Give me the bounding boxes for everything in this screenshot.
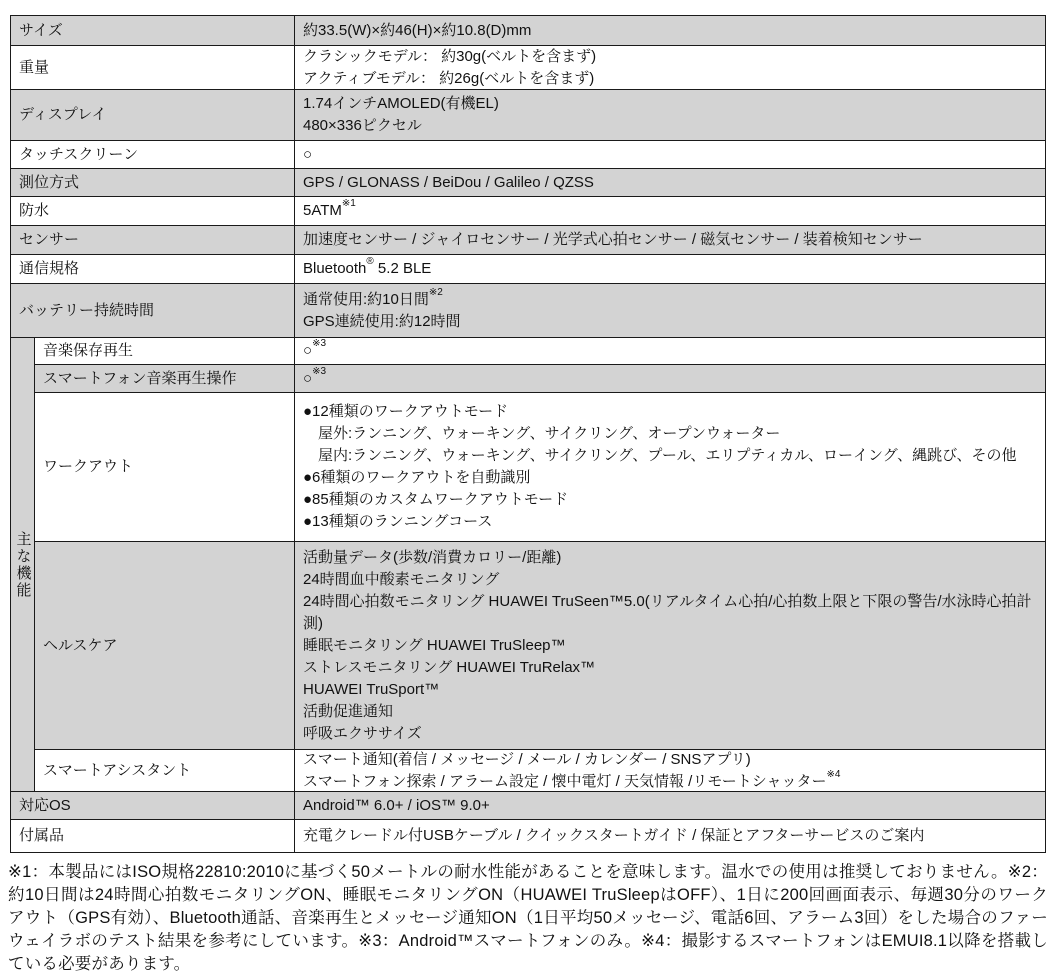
spec-row-display [11, 90, 1045, 141]
value-text: 通常使用:約10日間 [303, 290, 429, 308]
spec-row-healthcare [35, 542, 1045, 750]
value-line: ●6種類のワークアウトを自動識別 [303, 469, 531, 486]
main-features-group [11, 338, 1045, 792]
spec-row-waterproof [11, 197, 1045, 226]
value-line: ●85種類のカスタムワークアウトモード [303, 491, 569, 508]
row-label-accessories: 付属品 [11, 820, 295, 852]
row-label-smart-assistant: スマートアシスタント [35, 750, 295, 791]
row-value-battery [295, 284, 1045, 337]
spec-row-positioning [11, 169, 1045, 197]
value-text: ○ [303, 342, 313, 359]
row-label-healthcare: ヘルスケア [35, 542, 295, 749]
value-line: ○ [303, 145, 313, 163]
spec-row-music-storage [35, 338, 1045, 365]
spec-row-smart-assistant [35, 750, 1045, 791]
row-label-weight: 重量 [11, 46, 295, 89]
value-line: GPS連続使用:約12時間 [303, 312, 461, 330]
value-line [303, 365, 1039, 390]
value-line: 24時間血中酸素モニタリング [303, 570, 500, 588]
value-line: 約33.5(W)×約46(H)×約10.8(D)mm [303, 21, 532, 39]
group-label-main-features [11, 338, 35, 791]
row-value-healthcare [295, 542, 1045, 749]
value-line: 480×336ピクセル [303, 117, 422, 134]
row-value-waterproof [295, 197, 1045, 225]
row-value-size [295, 16, 1045, 45]
row-value-phone-music-control [295, 365, 1045, 392]
value-line: クラシックモデル： 約30g(ベルトを含まず) [303, 47, 597, 65]
value-line: アクティブモデル： 約26g(ベルトを含まず) [303, 69, 595, 87]
value-line: 充電クレードル付USBケーブル / クイックスタートガイド / 保証とアフターサービスのご案内 [303, 827, 925, 844]
value-line: 屋内:ランニング、ウォーキング、サイクリング、プール、エリプティカル、ローイング、縄跳び、その他 [318, 447, 1017, 464]
value-line [303, 340, 1039, 362]
value-line: HUAWEI TruSport™ [303, 680, 440, 698]
spec-row-connectivity [11, 255, 1045, 284]
row-value-music-storage [295, 338, 1045, 364]
row-label-music-storage: 音楽保存再生 [35, 338, 295, 364]
value-line: 24時間心拍数モニタリング HUAWEI TruSeen™5.0(リアルタイム心拍/心拍数上限と下限の警告/水泳時心拍計測) [303, 592, 1032, 632]
row-value-display [295, 90, 1045, 140]
spec-row-battery [11, 284, 1045, 338]
value-line: 睡眠モニタリング HUAWEI TruSleep™ [303, 636, 566, 654]
spec-row-weight [11, 46, 1045, 90]
spec-row-touchscreen [11, 141, 1045, 169]
footnote-ref: ※2 [428, 286, 443, 298]
row-value-positioning [295, 169, 1045, 196]
footnote-ref: ※1 [341, 198, 356, 209]
main-features-rows [35, 338, 1045, 791]
footnotes: ※1：本製品にはISO規格22810:2010に基づく50メートルの耐水性能があることを意味します。温水での使用は推奨しておりません。※2：約10日間は24時間心拍数モニタリングON、睡眠モニタリングON（HUAWEI TruSleepはOFF）、1日に200回画面表示、毎週30分のワークアウト（GPS有効）、Bluetooth通話、音楽再生とメッセージ通知ON（1日平均50メッセージ、電話6回、アラーム3回）をした場合のファーウェイラボのテスト結果を参考にしています。※3：Android™スマートフォンのみ。※4：撮影するスマートフォンはEMUI8.1以降を搭載している必要があります。 [8, 863, 1048, 973]
row-value-sensors [295, 226, 1045, 254]
value-line: GPS / GLONASS / BeiDou / Galileo / QZSS [303, 173, 594, 191]
value-line: ストレスモニタリング HUAWEI TruRelax™ [303, 658, 596, 676]
row-label-waterproof: 防水 [11, 197, 295, 225]
value-line: 呼吸エクササイズ [303, 724, 422, 742]
spec-row-sensors [11, 226, 1045, 255]
row-value-accessories [295, 820, 1045, 852]
value-line [303, 768, 1039, 793]
footnote-ref: ※4 [826, 768, 841, 780]
row-label-supported-os: 対応OS [11, 792, 295, 819]
spec-row-accessories [11, 820, 1045, 852]
row-label-size: サイズ [11, 16, 295, 45]
row-label-display: ディスプレイ [11, 90, 295, 140]
value-line: 活動促進通知 [303, 702, 394, 720]
value-text: 5ATM [303, 202, 342, 219]
row-value-connectivity [295, 255, 1045, 283]
value-line: Android™ 6.0+ / iOS™ 9.0+ [303, 796, 490, 814]
value-text: 5.2 BLE [373, 260, 432, 277]
value-line [303, 200, 1039, 222]
value-line: 活動量データ(歩数/消費カロリー/距離) [303, 548, 562, 566]
value-line: 1.74インチAMOLED(有機EL) [303, 95, 499, 112]
spec-table [10, 15, 1046, 853]
row-label-workout: ワークアウト [35, 393, 295, 541]
value-line: ●13種類のランニングコース [303, 513, 493, 530]
spec-row-size [11, 16, 1045, 46]
value-text: Bluetooth [303, 260, 367, 277]
value-line [303, 258, 1039, 280]
spec-row-phone-music-control [35, 365, 1045, 393]
footnote-ref: ※3 [312, 365, 327, 377]
row-value-touchscreen [295, 141, 1045, 168]
spec-row-supported-os [11, 792, 1045, 820]
row-value-weight [295, 46, 1045, 89]
row-value-workout [295, 393, 1045, 541]
value-text: スマートフォン探索 / アラーム設定 / 懐中電灯 / 天気情報 /リモートシャッター [303, 772, 827, 790]
row-label-connectivity: 通信規格 [11, 255, 295, 283]
value-text: ○ [303, 369, 313, 387]
registered-mark: ® [366, 256, 374, 267]
value-line: 加速度センサー / ジャイロセンサー / 光学式心拍センサー / 磁気センサー / 装着検知センサー [303, 231, 923, 248]
footnote-ref: ※3 [312, 338, 327, 349]
row-label-battery: バッテリー持続時間 [11, 284, 295, 337]
row-label-sensors: センサー [11, 226, 295, 254]
row-value-smart-assistant [295, 750, 1045, 791]
value-line: 屋外:ランニング、ウォーキング、サイクリング、オープンウォーター [318, 425, 781, 442]
value-line: スマート通知(着信 / メッセージ / メール / カレンダー / SNSアプリ) [303, 750, 751, 768]
spec-row-workout [35, 393, 1045, 542]
row-label-phone-music-control: スマートフォン音楽再生操作 [35, 365, 295, 392]
row-value-supported-os [295, 792, 1045, 819]
value-line [303, 286, 1039, 311]
group-label-text: 主な機能 [14, 530, 32, 599]
row-label-touchscreen: タッチスクリーン [11, 141, 295, 168]
row-label-positioning: 測位方式 [11, 169, 295, 196]
value-line: ●12種類のワークアウトモード [303, 403, 509, 420]
